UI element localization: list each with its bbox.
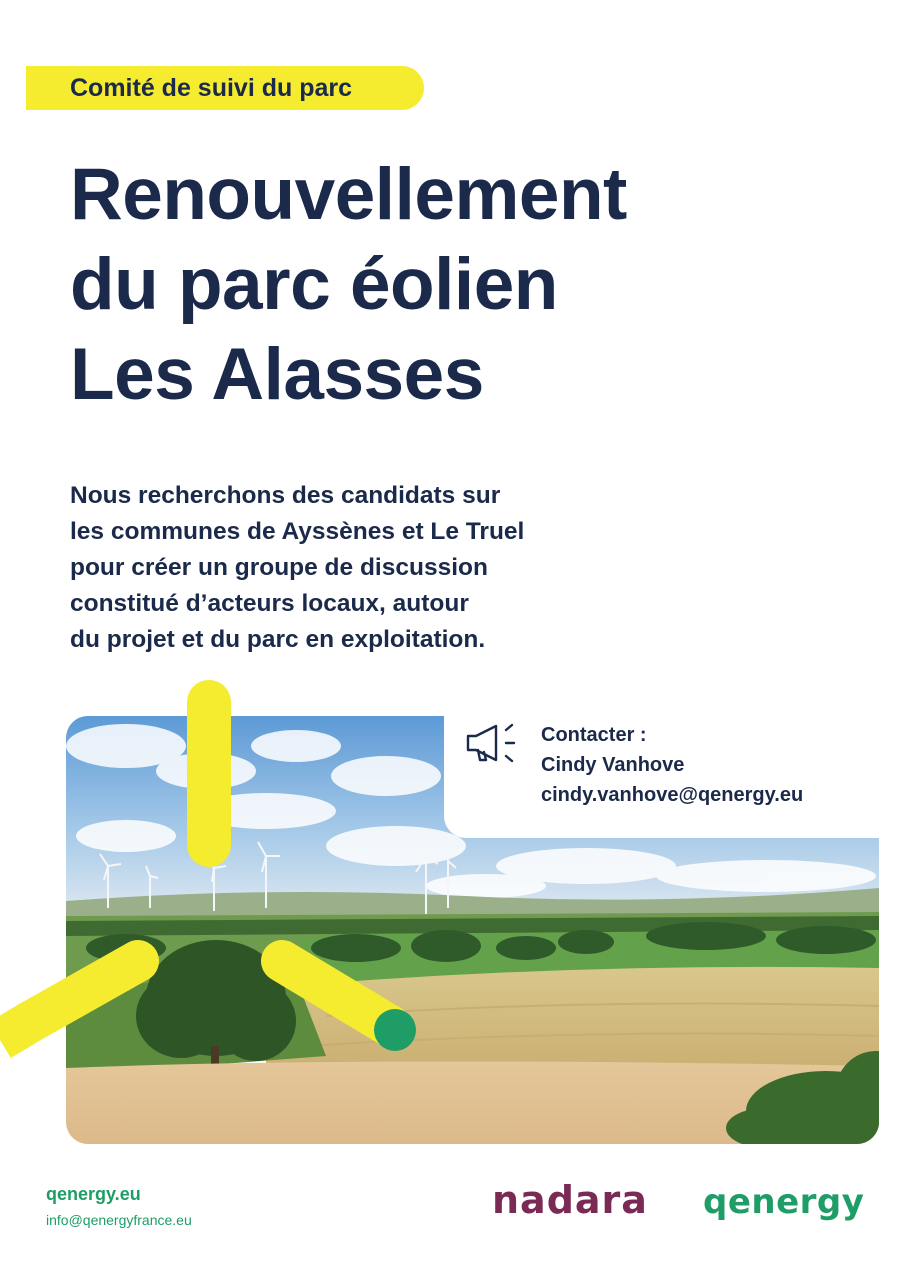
title-line: du parc éolien: [70, 244, 558, 325]
intro-line: Nous recherchons des candidats sur: [70, 482, 501, 509]
title-line: Les Alasses: [70, 334, 484, 415]
intro-line: pour créer un groupe de discussion: [70, 554, 488, 581]
megaphone-icon: [464, 722, 524, 766]
section-tag: [26, 66, 424, 110]
contact-details: [541, 720, 803, 810]
contact-heading: Contacter :: [541, 724, 647, 746]
qenergy-logo: qenergy: [703, 1182, 865, 1222]
intro-line: du projet et du parc en exploitation.: [70, 626, 486, 653]
intro-line: constitué d’acteurs locaux, autour: [70, 590, 469, 617]
footer-website-link[interactable]: qenergy.eu: [46, 1184, 141, 1204]
contact-panel: [444, 700, 899, 838]
intro-paragraph: [70, 478, 630, 658]
page-title: [70, 150, 627, 420]
intro-line: les communes de Ayssènes et Le Truel: [70, 518, 525, 545]
footer-email-link[interactable]: info@qenergyfrance.eu: [46, 1212, 192, 1228]
contact-email[interactable]: cindy.vanhove@qenergy.eu: [541, 784, 804, 806]
nadara-logo: nadara: [492, 1178, 648, 1222]
title-line: Renouvellement: [70, 154, 627, 235]
contact-name: Cindy Vanhove: [541, 754, 685, 776]
section-tag-label: Comité de suivi du parc: [70, 73, 353, 102]
